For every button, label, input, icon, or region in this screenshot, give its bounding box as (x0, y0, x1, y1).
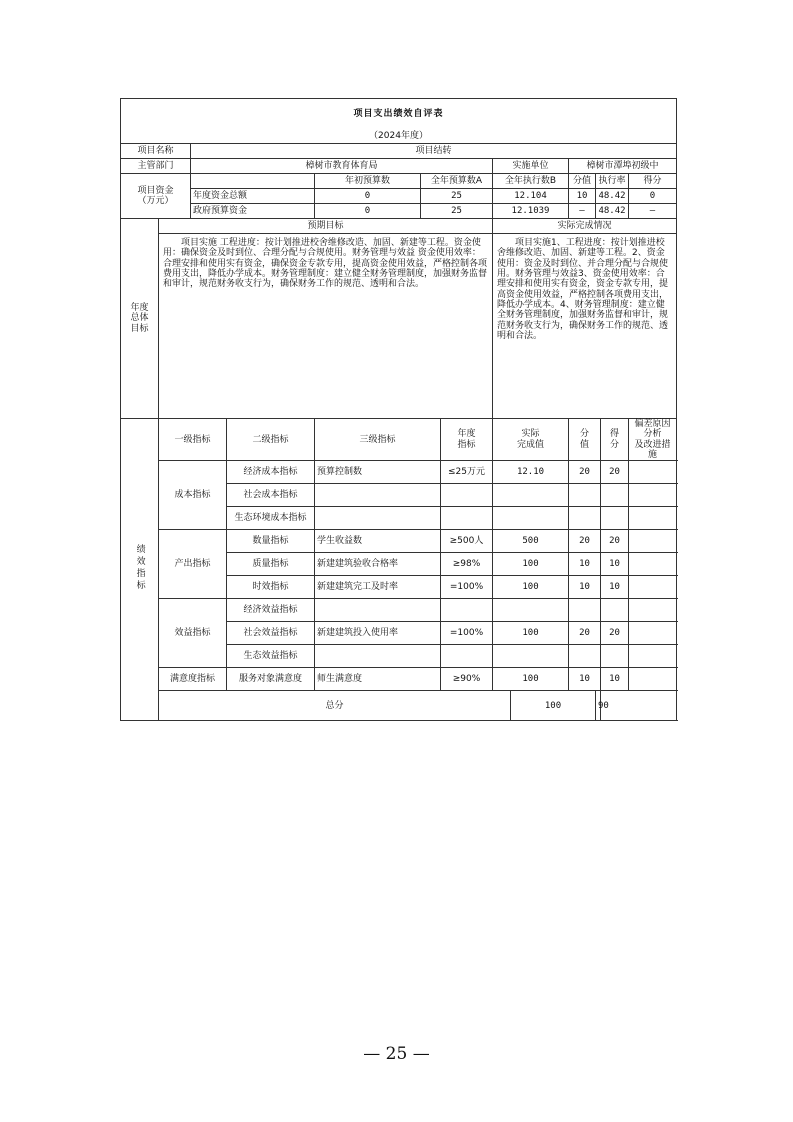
benefit-lvl3 (315, 645, 441, 668)
cost-target (441, 484, 493, 507)
satisfaction-score-value: 10 (569, 668, 601, 691)
annual-initial-header: 年初预算数 (315, 174, 421, 189)
cost-target: ≤25万元 (441, 461, 493, 484)
page-number: — 25 — (363, 1044, 430, 1064)
deviation-header: 偏差原因分析 及改进措施 (629, 419, 677, 461)
benefit-target (441, 645, 493, 668)
gov-funds-exec: 12.1039 (493, 204, 569, 219)
benefit-note (629, 645, 677, 668)
benefit-note (629, 622, 677, 645)
benefit-score-value (569, 599, 601, 622)
benefit-score-value: 20 (569, 622, 601, 645)
benefit-lvl3 (315, 599, 441, 622)
output-lvl3: 新建建筑验收合格率 (315, 553, 441, 576)
output-target: ≥500人 (441, 530, 493, 553)
fiscal-year: （2024年度） (121, 129, 677, 144)
cost-lvl3: 预算控制数 (315, 461, 441, 484)
benefit-score-value (569, 645, 601, 668)
cost-lvl2: 经济成本指标 (227, 461, 315, 484)
output-note (629, 530, 677, 553)
gov-funds-score-value: — (569, 204, 596, 219)
gov-funds-initial: 0 (315, 204, 421, 219)
benefit-score: 20 (601, 622, 629, 645)
output-target: ≥98% (441, 553, 493, 576)
lvl2-header: 二级指标 (227, 419, 315, 461)
output-note (629, 576, 677, 599)
cost-score: 20 (601, 461, 629, 484)
evaluation-table (120, 98, 677, 721)
perf-indicators-text: 绩效指标 (134, 544, 145, 593)
gov-funds-rate: 48.42 (596, 204, 629, 219)
benefit-target: =100% (441, 622, 493, 645)
annual-goal-label: 年度 总体 目标 (121, 219, 159, 419)
satisfaction-lvl1: 满意度指标 (159, 668, 227, 691)
cost-actual: 12.10 (493, 461, 569, 484)
actual-completion-header: 实际完成情况 (493, 219, 677, 234)
output-note (629, 553, 677, 576)
cost-lvl3 (315, 507, 441, 530)
project-name-label: 项目名称 (121, 144, 191, 159)
cost-actual (493, 484, 569, 507)
cost-lvl1: 成本指标 (159, 461, 227, 530)
cost-score-value (569, 507, 601, 530)
benefit-target (441, 599, 493, 622)
total-score: 90 (596, 691, 601, 721)
exec-rate-header: 执行率 (596, 174, 629, 189)
total-funds-rate: 48.42 (596, 189, 629, 204)
total-score-value: 100 (511, 691, 596, 721)
department-value: 樟树市教育体育局 (191, 159, 493, 174)
satisfaction-actual: 100 (493, 668, 569, 691)
benefit-note (629, 599, 677, 622)
total-funds-exec: 12.104 (493, 189, 569, 204)
expected-goal-text: 项目实施 工程进度：按计划推进校舍维修改造、加固、新建等工程。资金使用：确保资金及时到位、合理分配与合规使用。财务管理与效益 资金使用效率：合理安排和使用实有资金，确保资金专款专用，提高资金使用效益，严格控制各项费用支出，降低办学成本。财务管理制度：建立健全财务管理制度，加强财务监督和审计，规范财务收支行为，确保财务工作的规范、透明和合法。 (159, 234, 493, 419)
full-exec-header: 全年执行数B (493, 174, 569, 189)
output-score-value: 20 (569, 530, 601, 553)
cost-note (629, 461, 677, 484)
benefit-actual (493, 599, 569, 622)
satisfaction-score: 10 (601, 668, 629, 691)
output-score-value: 10 (569, 553, 601, 576)
score-header: 得分 (629, 174, 677, 189)
annual-target-header: 年度 指标 (441, 419, 493, 461)
lvl3-header: 三级指标 (315, 419, 441, 461)
output-score-value: 10 (569, 576, 601, 599)
lvl1-header: 一级指标 (159, 419, 227, 461)
score-value-header: 分值 (569, 174, 596, 189)
ind-score-header: 得 分 (601, 419, 629, 461)
funds-header-blank (191, 174, 315, 189)
total-funds-score-value: 10 (569, 189, 596, 204)
page-title: 项目支出绩效自评表 (121, 99, 677, 130)
performance-evaluation-sheet (120, 98, 676, 721)
output-lvl2: 时效指标 (227, 576, 315, 599)
cost-lvl2: 社会成本指标 (227, 484, 315, 507)
benefit-lvl2: 社会效益指标 (227, 622, 315, 645)
total-score-label: 总分 (159, 691, 511, 721)
perf-indicators-label (121, 419, 159, 721)
output-score: 20 (601, 530, 629, 553)
funds-label: 项目资金 （万元） (121, 174, 191, 219)
output-actual: 500 (493, 530, 569, 553)
benefit-actual: 100 (493, 622, 569, 645)
gov-funds-score: — (629, 204, 677, 219)
gov-funds-label: 政府预算资金 (191, 204, 315, 219)
total-blank (601, 691, 677, 721)
output-lvl2: 质量指标 (227, 553, 315, 576)
cost-note (629, 484, 677, 507)
output-lvl2: 数量指标 (227, 530, 315, 553)
total-funds-initial: 0 (315, 189, 421, 204)
benefit-actual (493, 645, 569, 668)
output-actual: 100 (493, 553, 569, 576)
annual-full-header: 全年预算数A (421, 174, 493, 189)
benefit-lvl2: 经济效益指标 (227, 599, 315, 622)
project-name-value: 项目结转 (191, 144, 677, 159)
actual-completion-text: 项目实施1、工程进度：按计划推进校舍维修改造、加固、新建等工程。2、资金使用：资金及时到位、并合理分配与合规使用。财务管理与效益3、资金使用效率：合理安排和使用实有资金，资金专款专用，提高资金使用效益，严格控制各项费用支出，降低办学成本。4、财务管理制度：建立健全财务管理制度，加强财务监督和审计，规范财务收支行为，确保财务工作的规范、透明和合法。 (493, 234, 677, 419)
actual-value-header: 实际 完成值 (493, 419, 569, 461)
benefit-lvl1: 效益指标 (159, 599, 227, 668)
output-score: 10 (601, 576, 629, 599)
benefit-lvl3: 新建建筑投入使用率 (315, 622, 441, 645)
cost-note (629, 507, 677, 530)
output-target: =100% (441, 576, 493, 599)
output-lvl1: 产出指标 (159, 530, 227, 599)
cost-score (601, 507, 629, 530)
cost-target (441, 507, 493, 530)
table-row (121, 461, 677, 484)
satisfaction-note (629, 668, 677, 691)
table-row (121, 530, 677, 553)
department-label: 主管部门 (121, 159, 191, 174)
benefit-score (601, 599, 629, 622)
ind-score-value-header: 分 值 (569, 419, 601, 461)
satisfaction-lvl2: 服务对象满意度 (227, 668, 315, 691)
output-lvl3: 学生收益数 (315, 530, 441, 553)
output-score: 10 (601, 553, 629, 576)
output-actual: 100 (493, 576, 569, 599)
impl-unit-label: 实施单位 (493, 159, 569, 174)
cost-score (601, 484, 629, 507)
cost-lvl2: 生态环境成本指标 (227, 507, 315, 530)
satisfaction-lvl3: 师生满意度 (315, 668, 441, 691)
table-row (121, 599, 677, 622)
cost-score-value (569, 484, 601, 507)
total-funds-full: 25 (421, 189, 493, 204)
benefit-lvl2: 生态效益指标 (227, 645, 315, 668)
expected-goal-header: 预期目标 (159, 219, 493, 234)
satisfaction-target: ≥90% (441, 668, 493, 691)
cost-actual (493, 507, 569, 530)
table-row (121, 668, 677, 691)
total-funds-score: 0 (629, 189, 677, 204)
output-lvl3: 新建建筑完工及时率 (315, 576, 441, 599)
total-funds-label: 年度资金总额 (191, 189, 315, 204)
cost-lvl3 (315, 484, 441, 507)
cost-score-value: 20 (569, 461, 601, 484)
gov-funds-full: 25 (421, 204, 493, 219)
impl-unit-value: 樟树市潭埠初级中 (569, 159, 677, 174)
benefit-score (601, 645, 629, 668)
